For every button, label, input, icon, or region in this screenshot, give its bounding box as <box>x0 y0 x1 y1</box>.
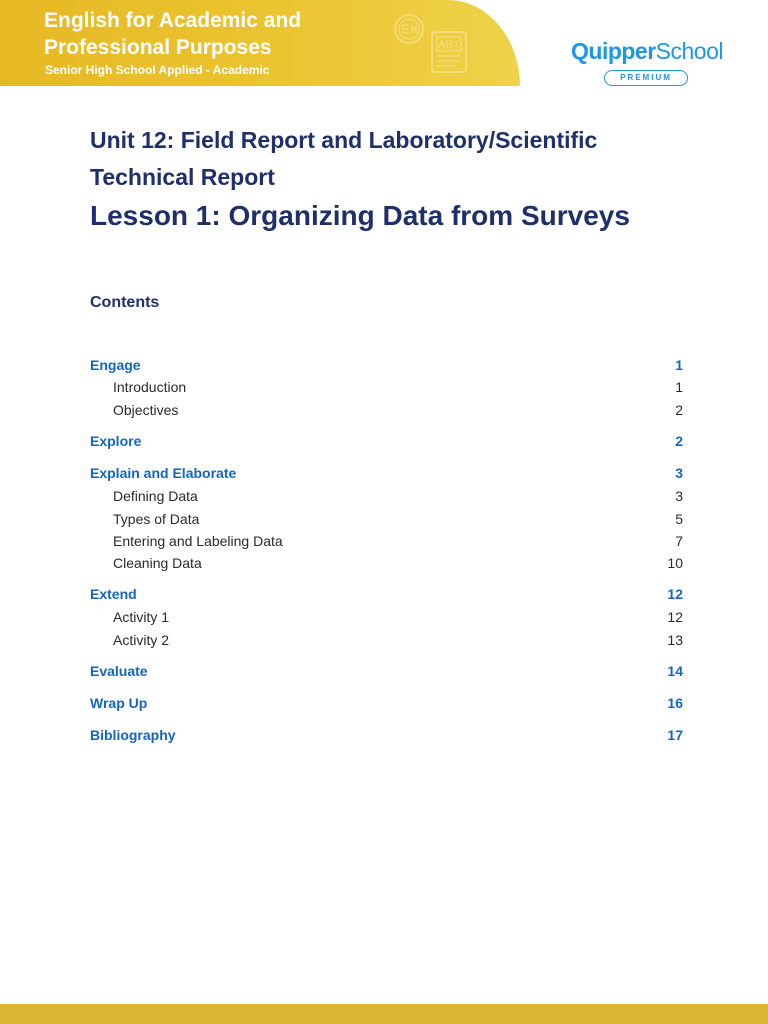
logo-brand: Quipper <box>571 38 656 64</box>
toc-entry-label: Engage <box>90 357 141 373</box>
toc-entry-label: Bibliography <box>90 727 176 743</box>
toc-subsection-entry[interactable] <box>90 531 683 551</box>
toc-subsection-entry[interactable] <box>90 486 683 506</box>
toc-entry-page-number: 14 <box>667 663 683 679</box>
toc-entry-page-number: 2 <box>675 402 683 418</box>
toc-entry-label: Entering and Labeling Data <box>113 533 283 549</box>
toc-subsection-entry[interactable] <box>90 630 683 650</box>
toc-section-entry[interactable] <box>90 355 683 375</box>
toc-entry-label: Defining Data <box>113 488 198 504</box>
toc-section-entry[interactable] <box>90 431 683 451</box>
toc-entry-page-number: 7 <box>675 533 683 549</box>
toc-entry-page-number: 3 <box>675 488 683 504</box>
toc-section-entry[interactable] <box>90 463 683 483</box>
toc-entry-page-number: 12 <box>667 586 683 602</box>
toc-entry-label: Evaluate <box>90 663 148 679</box>
toc-subsection-entry[interactable] <box>90 377 683 397</box>
toc-entry-label: Explore <box>90 433 142 449</box>
toc-entry-page-number: 13 <box>667 632 683 648</box>
toc-entry-page-number: 3 <box>675 465 683 481</box>
toc-entry-label: Objectives <box>113 402 179 418</box>
contents-heading: Contents <box>90 294 160 311</box>
toc-entry-label: Introduction <box>113 379 187 395</box>
eng-badge-icon <box>392 12 426 46</box>
toc-entry-page-number: 2 <box>675 433 683 449</box>
abc-book-icon <box>428 28 472 76</box>
toc-entry-label: Activity 2 <box>113 632 170 648</box>
toc-entry-label: Types of Data <box>113 511 200 527</box>
toc-entry-page-number: 5 <box>675 511 683 527</box>
toc-entry-label: Wrap Up <box>90 695 148 711</box>
footer-band <box>0 1004 768 1024</box>
toc-entry-page-number: 16 <box>667 695 683 711</box>
toc-section-entry[interactable] <box>90 661 683 681</box>
lesson-title: Lesson 1: Organizing Data from Surveys <box>90 200 630 231</box>
toc-subsection-entry[interactable] <box>90 607 683 627</box>
toc-entry-page-number: 10 <box>667 555 683 571</box>
toc-entry-label: Explain and Elaborate <box>90 465 237 481</box>
toc-entry-page-number: 1 <box>675 357 683 373</box>
unit-title: Unit 12: Field Report and Laboratory/Scientific Technical Report <box>90 127 598 190</box>
toc-subsection-entry[interactable] <box>90 509 683 529</box>
toc-section-entry[interactable] <box>90 725 683 745</box>
toc-entry-label: Activity 1 <box>113 609 170 625</box>
logo-suffix: School <box>655 38 723 64</box>
quipper-school-logo <box>571 38 731 88</box>
toc-section-entry[interactable] <box>90 693 683 713</box>
course-title: English for Academic and Professional Purposes <box>44 9 302 59</box>
premium-badge: PREMIUM <box>604 70 688 86</box>
course-subtitle: Senior High School Applied - Academic <box>45 63 270 77</box>
toc-subsection-entry[interactable] <box>90 553 683 573</box>
toc-subsection-entry[interactable] <box>90 400 683 420</box>
toc-entry-page-number: 12 <box>667 609 683 625</box>
toc-section-entry[interactable] <box>90 584 683 604</box>
logo-wordmark <box>571 38 723 65</box>
toc-entry-label: Extend <box>90 586 137 602</box>
toc-entry-page-number: 17 <box>667 727 683 743</box>
toc-entry-page-number: 1 <box>675 379 683 395</box>
toc-entry-label: Cleaning Data <box>113 555 202 571</box>
